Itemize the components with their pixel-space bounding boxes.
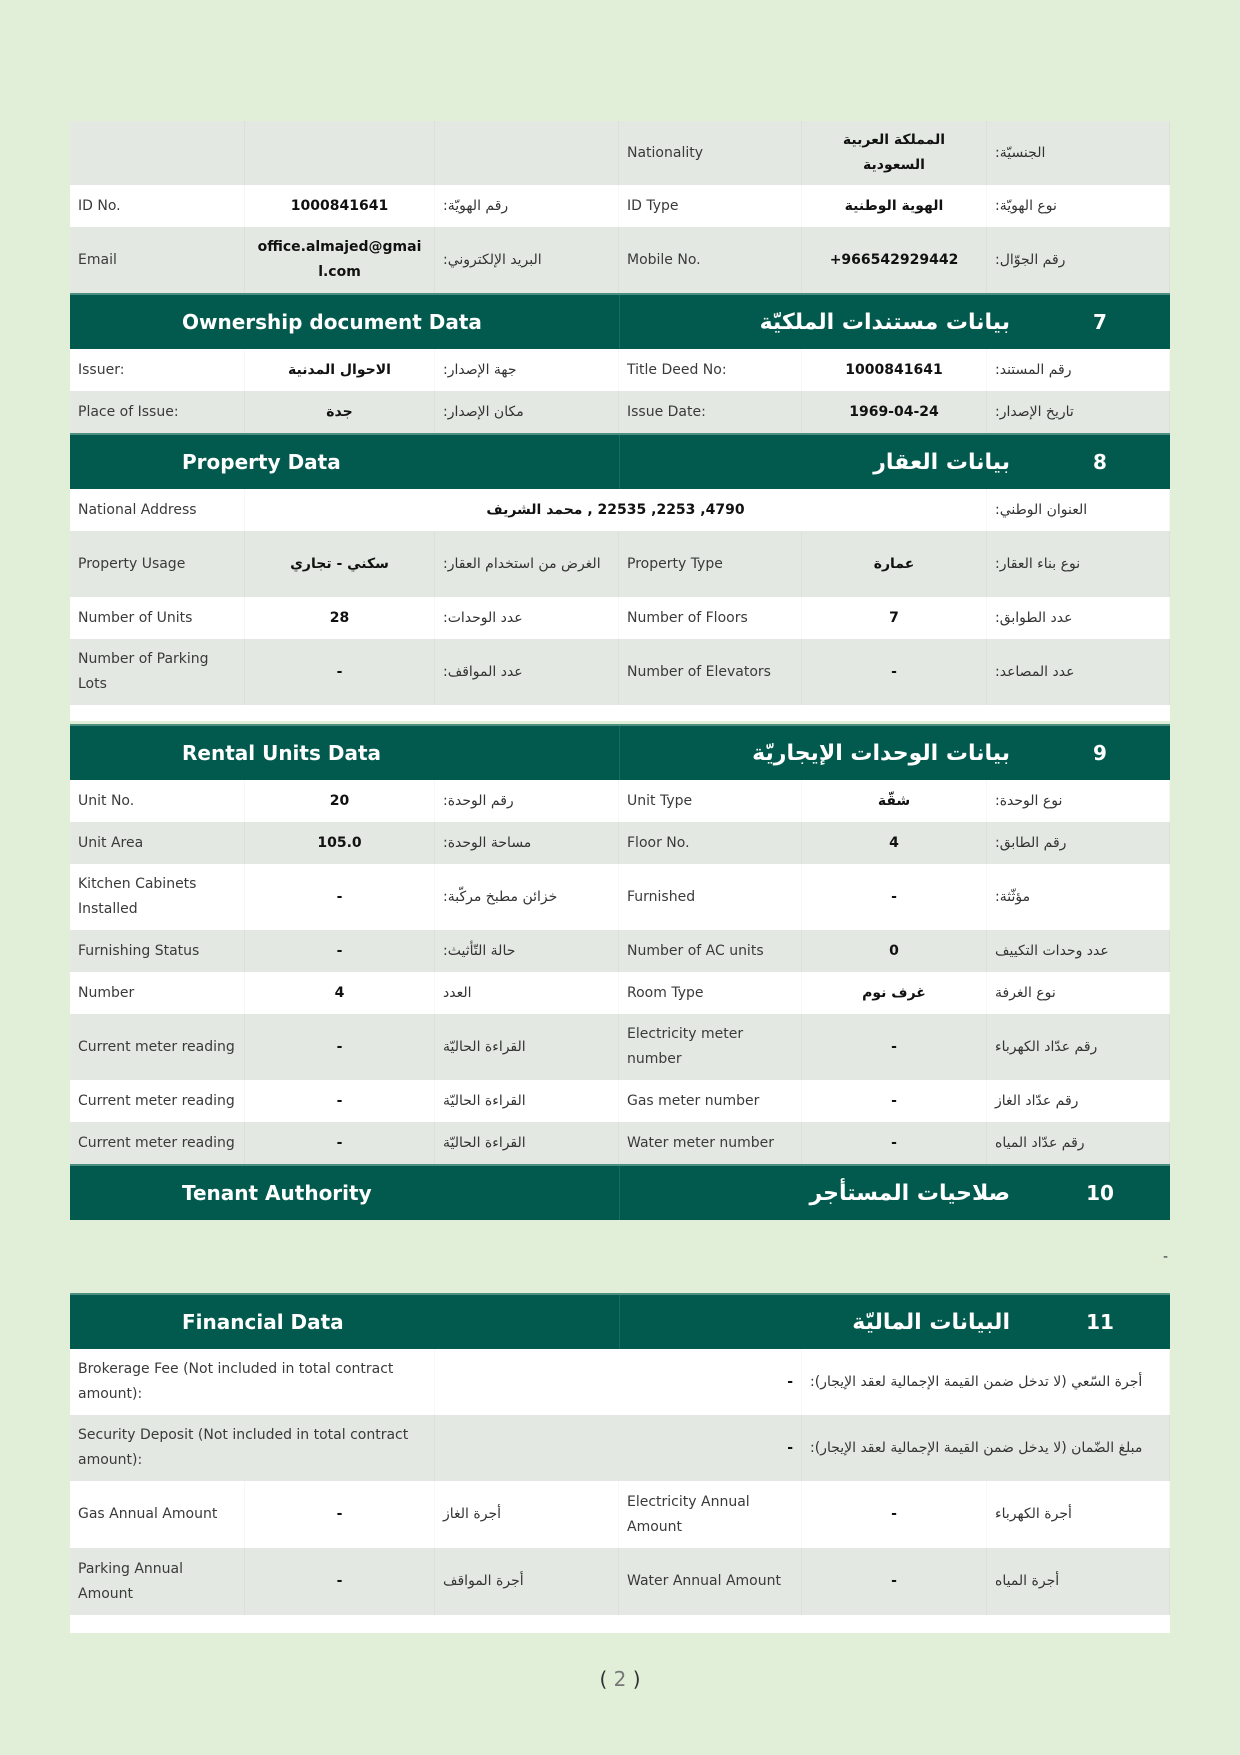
field-label-ar: رقم عدّاد المياه bbox=[987, 1122, 1170, 1164]
field-label-ar bbox=[435, 121, 619, 185]
field-label-ar: القراءة الحاليّة bbox=[435, 1014, 619, 1080]
field-value: الاحوال المدنية bbox=[245, 349, 435, 391]
field-label-ar: الجنسيّة: bbox=[987, 121, 1170, 185]
field-value: عمارة bbox=[802, 531, 987, 597]
table-row bbox=[70, 185, 1170, 227]
field-label-ar: الغرض من استخدام العقار: bbox=[435, 531, 619, 597]
field-label-ar: البريد الإلكتروني: bbox=[435, 227, 619, 293]
table-row bbox=[70, 1014, 1170, 1080]
section-spacer bbox=[70, 705, 1170, 721]
table-row bbox=[70, 1415, 1170, 1481]
table-row bbox=[70, 780, 1170, 822]
page-number-value: 2 bbox=[613, 1667, 627, 1691]
field-label-en: Number of Elevators bbox=[619, 639, 802, 705]
field-label-ar: نوع بناء العقار: bbox=[987, 531, 1170, 597]
field-label-ar: العنوان الوطني: bbox=[987, 489, 1170, 531]
field-label-ar: عدد الطوابق: bbox=[987, 597, 1170, 639]
section-header bbox=[70, 1164, 1170, 1220]
field-value: 4 bbox=[802, 822, 987, 864]
field-label-en: Kitchen Cabinets Installed bbox=[70, 864, 245, 930]
field-value: - bbox=[802, 1080, 987, 1122]
field-label-en: Issue Date: bbox=[619, 391, 802, 433]
field-label-ar: نوع الوحدة: bbox=[987, 780, 1170, 822]
field-label-en: Nationality bbox=[619, 121, 802, 185]
field-label-en: Parking Annual Amount bbox=[70, 1548, 245, 1615]
field-label-ar: عدد الوحدات: bbox=[435, 597, 619, 639]
field-label-ar: نوع الغرفة bbox=[987, 972, 1170, 1014]
section-title-ar: بيانات مستندات الملكيّة bbox=[759, 309, 1010, 335]
section-spacer bbox=[70, 1615, 1170, 1633]
field-value: شقّة bbox=[802, 780, 987, 822]
field-value: 1000841641 bbox=[802, 349, 987, 391]
field-label-ar: رقم الوحدة: bbox=[435, 780, 619, 822]
field-value: - bbox=[802, 1014, 987, 1080]
field-value: - bbox=[245, 1014, 435, 1080]
field-value: سكني - تجاري bbox=[245, 531, 435, 597]
field-label-ar: أجرة الغاز bbox=[435, 1481, 619, 1548]
section-header bbox=[70, 293, 1170, 349]
field-label-ar: العدد bbox=[435, 972, 619, 1014]
field-label-en: Furnished bbox=[619, 864, 802, 930]
field-value: جدة bbox=[245, 391, 435, 433]
field-value: - bbox=[435, 1349, 802, 1415]
field-label-ar: رقم عدّاد الكهرباء bbox=[987, 1014, 1170, 1080]
table-row bbox=[70, 1548, 1170, 1615]
field-value: 1000841641 bbox=[245, 185, 435, 227]
field-label-en: Brokerage Fee (Not included in total contract amount): bbox=[70, 1349, 435, 1415]
section-title-en: Ownership document Data bbox=[182, 310, 482, 334]
field-label-en: ID No. bbox=[70, 185, 245, 227]
field-label-en: Number of AC units bbox=[619, 930, 802, 972]
field-label-en: National Address bbox=[70, 489, 245, 531]
field-value: - bbox=[245, 1548, 435, 1615]
section-title-ar: بيانات الوحدات الإيجاريّة bbox=[752, 740, 1010, 766]
field-label-en: Unit Area bbox=[70, 822, 245, 864]
field-value: - bbox=[245, 1122, 435, 1164]
field-label-en bbox=[70, 121, 245, 185]
field-label-en: Security Deposit (Not included in total contract amount): bbox=[70, 1415, 435, 1481]
field-label-ar: جهة الإصدار: bbox=[435, 349, 619, 391]
field-value: 7 bbox=[802, 597, 987, 639]
table-row bbox=[70, 1080, 1170, 1122]
field-label-ar: عدد المواقف: bbox=[435, 639, 619, 705]
table-row bbox=[70, 489, 1170, 531]
field-value: غرف نوم bbox=[802, 972, 987, 1014]
field-label-en: Current meter reading bbox=[70, 1122, 245, 1164]
financial-section bbox=[70, 1293, 1170, 1633]
field-value: 1969-04-24 bbox=[802, 391, 987, 433]
table-row bbox=[70, 864, 1170, 930]
field-value bbox=[245, 121, 435, 185]
table-row bbox=[70, 972, 1170, 1014]
section-title-en: Property Data bbox=[182, 450, 341, 474]
field-label-ar: مساحة الوحدة: bbox=[435, 822, 619, 864]
field-label-en: Gas meter number bbox=[619, 1080, 802, 1122]
rental-units-section bbox=[70, 724, 1170, 1164]
field-label-ar: رقم الطابق: bbox=[987, 822, 1170, 864]
field-label-en: Mobile No. bbox=[619, 227, 802, 293]
field-label-en: Property Usage bbox=[70, 531, 245, 597]
section-number: 8 bbox=[1093, 450, 1107, 474]
field-label-en: Number of Parking Lots bbox=[70, 639, 245, 705]
section-title-en: Tenant Authority bbox=[182, 1181, 372, 1205]
field-label-en: Number of Floors bbox=[619, 597, 802, 639]
table-row bbox=[70, 531, 1170, 597]
field-value: 105.0 bbox=[245, 822, 435, 864]
ownership-section bbox=[70, 293, 1170, 433]
field-value: - bbox=[245, 930, 435, 972]
field-label-en: Furnishing Status bbox=[70, 930, 245, 972]
section-number: 9 bbox=[1093, 741, 1107, 765]
field-value: - bbox=[245, 864, 435, 930]
section-title-ar: بيانات العقار bbox=[873, 449, 1010, 475]
field-label-en: Electricity Annual Amount bbox=[619, 1481, 802, 1548]
page-number-close: ) bbox=[632, 1667, 641, 1691]
section-number: 11 bbox=[1086, 1310, 1114, 1334]
field-value: - bbox=[802, 639, 987, 705]
party-info-table bbox=[70, 121, 1170, 293]
field-label-en: Place of Issue: bbox=[70, 391, 245, 433]
field-label-en: Unit Type bbox=[619, 780, 802, 822]
email-value: office.almajed@gmail.com bbox=[245, 227, 435, 293]
section-header bbox=[70, 1293, 1170, 1349]
field-label-en: Number bbox=[70, 972, 245, 1014]
table-row bbox=[70, 597, 1170, 639]
field-value: الهوية الوطنية bbox=[802, 185, 987, 227]
field-label-en: Property Type bbox=[619, 531, 802, 597]
field-value: - bbox=[802, 864, 987, 930]
field-label-ar: حالة التّأثيث: bbox=[435, 930, 619, 972]
field-label-en: Issuer: bbox=[70, 349, 245, 391]
section-title-ar: صلاحيات المستأجر bbox=[809, 1180, 1010, 1206]
field-label-en: Current meter reading bbox=[70, 1014, 245, 1080]
field-label-ar: مكان الإصدار: bbox=[435, 391, 619, 433]
field-label-en: Title Deed No: bbox=[619, 349, 802, 391]
tenant-authority-value: - bbox=[1162, 1249, 1168, 1265]
table-row bbox=[70, 822, 1170, 864]
section-title-en: Rental Units Data bbox=[182, 741, 381, 765]
field-label-en: Unit No. bbox=[70, 780, 245, 822]
field-value: - bbox=[245, 639, 435, 705]
field-value: المملكة العربية السعودية bbox=[802, 121, 987, 185]
field-label-ar: رقم الهويّة: bbox=[435, 185, 619, 227]
field-label-ar: أجرة السّعي (لا تدخل ضمن القيمة الإجمالية لعقد الإيجار): bbox=[802, 1349, 1170, 1415]
field-label-en: Water Annual Amount bbox=[619, 1548, 802, 1615]
field-label-ar: رقم المستند: bbox=[987, 349, 1170, 391]
field-value: - bbox=[802, 1481, 987, 1548]
mobile-value: +966542929442 bbox=[802, 227, 987, 293]
field-label-en: Electricity meter number bbox=[619, 1014, 802, 1080]
field-value: - bbox=[435, 1415, 802, 1481]
page-number-open: ( bbox=[599, 1667, 608, 1691]
field-label-en: Floor No. bbox=[619, 822, 802, 864]
table-row bbox=[70, 1122, 1170, 1164]
section-title-en: Financial Data bbox=[182, 1310, 344, 1334]
table-row bbox=[70, 227, 1170, 293]
field-value: 0 bbox=[802, 930, 987, 972]
field-value: 4 bbox=[245, 972, 435, 1014]
property-section bbox=[70, 433, 1170, 721]
field-label-ar: القراءة الحاليّة bbox=[435, 1122, 619, 1164]
table-row bbox=[70, 121, 1170, 185]
field-label-ar: عدد وحدات التكييف bbox=[987, 930, 1170, 972]
table-row bbox=[70, 1481, 1170, 1548]
tenant-authority-section bbox=[70, 1164, 1170, 1294]
field-label-ar: مؤثّثة: bbox=[987, 864, 1170, 930]
field-label-ar: رقم الجوّال: bbox=[987, 227, 1170, 293]
field-label-ar: عدد المصاعد: bbox=[987, 639, 1170, 705]
field-label-ar: تاريخ الإصدار: bbox=[987, 391, 1170, 433]
field-label-ar: مبلغ الضّمان (لا يدخل ضمن القيمة الإجمالية لعقد الإيجار): bbox=[802, 1415, 1170, 1481]
section-title-ar: البيانات الماليّة bbox=[852, 1309, 1010, 1335]
field-label-en: Number of Units bbox=[70, 597, 245, 639]
national-address-value: 4790, 2253, 22535 , محمد الشريف bbox=[245, 489, 987, 531]
field-label-ar: نوع الهويّة: bbox=[987, 185, 1170, 227]
section-number: 7 bbox=[1093, 310, 1107, 334]
page-number bbox=[0, 1667, 1240, 1691]
field-label-en: Email bbox=[70, 227, 245, 293]
field-value: - bbox=[245, 1481, 435, 1548]
table-row bbox=[70, 1349, 1170, 1415]
section-header bbox=[70, 724, 1170, 780]
field-label-ar: أجرة المياه bbox=[987, 1548, 1170, 1615]
section-number: 10 bbox=[1086, 1181, 1114, 1205]
table-row bbox=[70, 349, 1170, 391]
table-row bbox=[70, 391, 1170, 433]
field-value: 20 bbox=[245, 780, 435, 822]
field-value: - bbox=[802, 1122, 987, 1164]
field-label-en: Room Type bbox=[619, 972, 802, 1014]
table-row bbox=[70, 639, 1170, 705]
field-label-en: ID Type bbox=[619, 185, 802, 227]
field-value: - bbox=[802, 1548, 987, 1615]
field-label-en: Current meter reading bbox=[70, 1080, 245, 1122]
field-value: - bbox=[245, 1080, 435, 1122]
field-label-ar: رقم عدّاد الغاز bbox=[987, 1080, 1170, 1122]
table-row bbox=[70, 930, 1170, 972]
field-label-ar: خزائن مطبخ مركّبة: bbox=[435, 864, 619, 930]
field-label-en: Water meter number bbox=[619, 1122, 802, 1164]
field-label-ar: القراءة الحاليّة bbox=[435, 1080, 619, 1122]
field-label-ar: أجرة المواقف bbox=[435, 1548, 619, 1615]
section-header bbox=[70, 433, 1170, 489]
field-label-ar: أجرة الكهرباء bbox=[987, 1481, 1170, 1548]
field-label-en: Gas Annual Amount bbox=[70, 1481, 245, 1548]
field-value: 28 bbox=[245, 597, 435, 639]
